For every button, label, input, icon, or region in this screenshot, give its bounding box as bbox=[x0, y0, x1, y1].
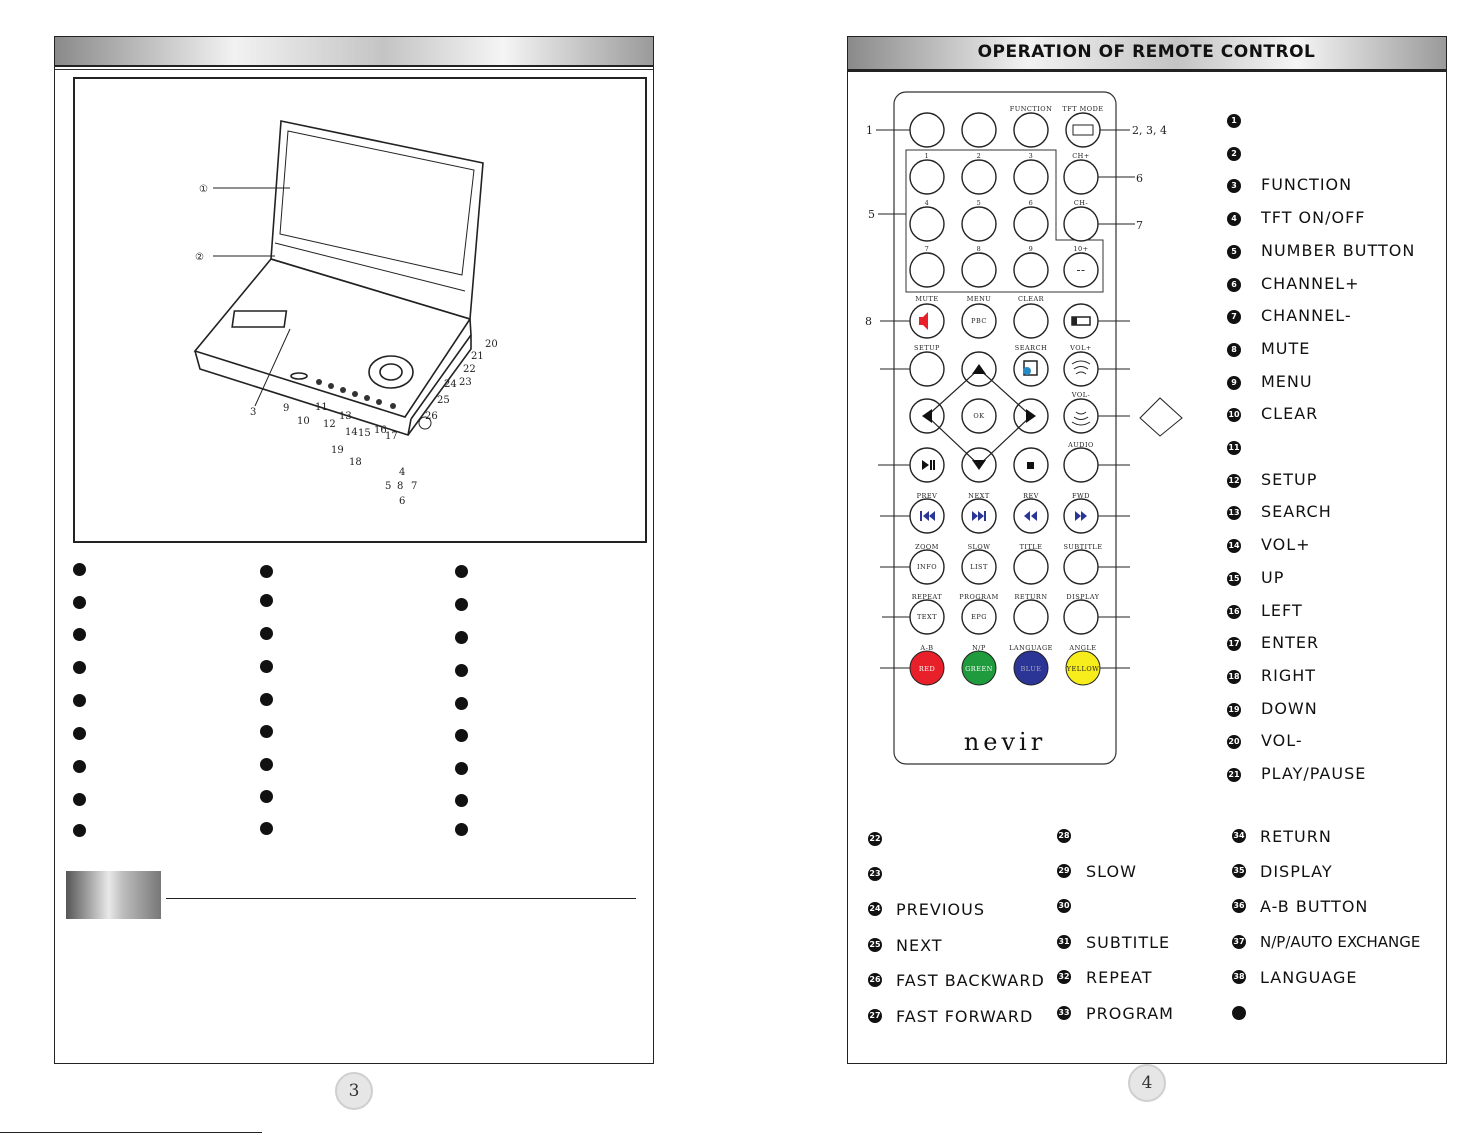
bullet bbox=[455, 794, 468, 807]
svg-text:24: 24 bbox=[444, 379, 457, 390]
legend-number-badge: 28 bbox=[1057, 829, 1071, 843]
bullet bbox=[73, 563, 86, 576]
svg-text:MUTE: MUTE bbox=[915, 295, 939, 303]
legend-number-badge: 10 bbox=[1227, 408, 1241, 422]
svg-text:SLOW: SLOW bbox=[967, 543, 991, 551]
legend-label: FAST BACKWARD bbox=[896, 971, 1045, 990]
legend-label: MENU bbox=[1261, 371, 1313, 391]
svg-text:7: 7 bbox=[411, 481, 418, 492]
legend-number-badge: 38 bbox=[1232, 970, 1246, 984]
svg-text:INFO: INFO bbox=[916, 563, 938, 571]
legend-number-badge: 15 bbox=[1227, 572, 1241, 586]
svg-text:SEARCH: SEARCH bbox=[1014, 344, 1048, 352]
bullet bbox=[260, 822, 273, 835]
legend-number-badge: 21 bbox=[1227, 768, 1241, 782]
svg-text:SUBTITLE: SUBTITLE bbox=[1063, 543, 1103, 551]
bullet bbox=[73, 793, 86, 806]
legend-number-badge: 33 bbox=[1057, 1006, 1071, 1020]
legend-label: CHANNEL- bbox=[1261, 306, 1352, 326]
legend-number-badge: 6 bbox=[1227, 278, 1241, 292]
legend-label: LEFT bbox=[1261, 600, 1303, 620]
legend-label: SETUP bbox=[1261, 469, 1318, 489]
legend-label: PLAY/PAUSE bbox=[1261, 764, 1367, 783]
svg-text:CLEAR: CLEAR bbox=[1017, 295, 1045, 303]
legend-label: RETURN bbox=[1260, 827, 1332, 846]
bullet bbox=[455, 697, 468, 710]
svg-text:VOL+: VOL+ bbox=[1070, 344, 1092, 352]
bullet bbox=[455, 598, 468, 611]
svg-text:LIST: LIST bbox=[970, 563, 988, 571]
svg-text:NEXT: NEXT bbox=[968, 492, 990, 500]
left-page-header-bar bbox=[55, 37, 653, 67]
portable-dvd-player-drawing bbox=[75, 79, 645, 541]
svg-text:4: 4 bbox=[924, 199, 930, 207]
legend-label: SUBTITLE bbox=[1086, 933, 1171, 952]
callout-remote-234: 2, 3, 4 bbox=[1132, 124, 1167, 137]
legend-number-badge: 18 bbox=[1227, 670, 1241, 684]
svg-text:15: 15 bbox=[358, 428, 371, 439]
bullet bbox=[455, 565, 468, 578]
svg-text:--: -- bbox=[1076, 263, 1086, 277]
legend-label: NUMBER BUTTON bbox=[1261, 240, 1416, 260]
svg-text:TITLE: TITLE bbox=[1019, 543, 1043, 551]
legend-number-badge: 26 bbox=[868, 973, 882, 987]
legend-number-badge: 37 bbox=[1232, 935, 1246, 949]
svg-text:CH-: CH- bbox=[1073, 199, 1089, 207]
callout-remote-8: 8 bbox=[865, 315, 872, 328]
left-page-header-underline bbox=[55, 69, 653, 70]
legend-number-badge: 30 bbox=[1057, 899, 1071, 913]
bullet bbox=[455, 762, 468, 775]
legend-number-badge: 14 bbox=[1227, 539, 1241, 553]
legend-number-badge: 17 bbox=[1227, 637, 1241, 651]
legend-number-badge: 36 bbox=[1232, 899, 1246, 913]
svg-text:EPG: EPG bbox=[971, 613, 987, 621]
label-tft-mode: TFT MODE bbox=[1062, 105, 1104, 113]
bullet bbox=[260, 758, 273, 771]
svg-text:DISPLAY: DISPLAY bbox=[1066, 593, 1100, 601]
legend-label: LANGUAGE bbox=[1260, 968, 1358, 987]
legend-label: SEARCH bbox=[1261, 502, 1332, 522]
legend-label: NEXT bbox=[896, 936, 943, 955]
legend-number-badge: 2 bbox=[1227, 147, 1241, 161]
svg-text:PREV: PREV bbox=[916, 492, 938, 500]
svg-text:17: 17 bbox=[385, 431, 398, 442]
section-gradient-block bbox=[66, 871, 161, 919]
svg-text:10+: 10+ bbox=[1073, 245, 1089, 253]
legend-label: PREVIOUS bbox=[896, 900, 985, 919]
legend-number-badge: 22 bbox=[868, 832, 882, 846]
legend-number-badge: 7 bbox=[1227, 310, 1241, 324]
svg-text:TEXT: TEXT bbox=[916, 613, 938, 621]
legend-label: MUTE bbox=[1261, 338, 1311, 358]
svg-text:FWD: FWD bbox=[1072, 492, 1090, 500]
svg-text:3: 3 bbox=[1028, 152, 1034, 160]
svg-text:18: 18 bbox=[349, 457, 362, 468]
legend-number-badge: 23 bbox=[868, 867, 882, 881]
legend-number-badge: 13 bbox=[1227, 506, 1241, 520]
svg-text:RETURN: RETURN bbox=[1014, 593, 1048, 601]
svg-text:REV: REV bbox=[1023, 492, 1039, 500]
legend-label: RIGHT bbox=[1261, 665, 1317, 685]
svg-text:23: 23 bbox=[459, 377, 472, 388]
bullet bbox=[73, 694, 86, 707]
legend-number-badge: 16 bbox=[1227, 605, 1241, 619]
legend-label: N/P/AUTO EXCHANGE bbox=[1260, 933, 1421, 951]
svg-text:25: 25 bbox=[437, 395, 450, 406]
legend-number-badge: 24 bbox=[868, 902, 882, 916]
callout-remote-6: 6 bbox=[1136, 172, 1143, 185]
brand-logo: nevir bbox=[963, 728, 1047, 756]
legend-number-badge: 35 bbox=[1232, 864, 1246, 878]
svg-text:12: 12 bbox=[323, 419, 336, 430]
page-number-right: 4 bbox=[1128, 1064, 1166, 1102]
legend-number-badge: 4 bbox=[1227, 212, 1241, 226]
legend-label: TFT ON/OFF bbox=[1261, 208, 1366, 228]
svg-text:A-B: A-B bbox=[920, 644, 934, 652]
svg-text:8: 8 bbox=[397, 481, 404, 492]
bullet bbox=[260, 627, 273, 640]
legend-number-badge: 27 bbox=[868, 1009, 882, 1023]
legend-number-badge: 19 bbox=[1227, 703, 1241, 717]
legend-number-badge: 34 bbox=[1232, 829, 1246, 843]
svg-text:8: 8 bbox=[976, 245, 982, 253]
bullet bbox=[260, 594, 273, 607]
legend-label: FUNCTION bbox=[1261, 175, 1353, 195]
svg-text:26: 26 bbox=[425, 411, 438, 422]
legend-number-badge: 8 bbox=[1227, 343, 1241, 357]
svg-text:16: 16 bbox=[374, 425, 387, 436]
bullet bbox=[455, 631, 468, 644]
callout-remote-7: 7 bbox=[1136, 219, 1143, 232]
callout-remote-1: 1 bbox=[866, 124, 873, 137]
bullet bbox=[260, 565, 273, 578]
bullet bbox=[455, 823, 468, 836]
legend-label: DISPLAY bbox=[1260, 862, 1333, 881]
bullet bbox=[260, 790, 273, 803]
svg-text:22: 22 bbox=[463, 364, 476, 375]
svg-text:20: 20 bbox=[485, 339, 498, 350]
legend-label: SLOW bbox=[1086, 862, 1137, 881]
svg-text:AUDIO: AUDIO bbox=[1068, 441, 1094, 449]
legend-label: DOWN bbox=[1261, 698, 1318, 718]
svg-text:1: 1 bbox=[924, 152, 930, 160]
svg-text:2: 2 bbox=[976, 152, 982, 160]
legend-number-badge: 20 bbox=[1227, 735, 1241, 749]
svg-text:REPEAT: REPEAT bbox=[911, 593, 943, 601]
svg-text:10: 10 bbox=[297, 416, 310, 427]
svg-text:3: 3 bbox=[250, 407, 257, 418]
callout-1: ① bbox=[199, 184, 208, 195]
bullet bbox=[73, 760, 86, 773]
label-function: FUNCTION bbox=[1009, 105, 1053, 113]
legend-label: REPEAT bbox=[1086, 968, 1153, 987]
bullet bbox=[260, 660, 273, 673]
svg-text:YELLOW: YELLOW bbox=[1066, 665, 1100, 673]
svg-text:ZOOM: ZOOM bbox=[915, 543, 939, 551]
svg-text:SETUP: SETUP bbox=[914, 344, 940, 352]
svg-text:PROGRAM: PROGRAM bbox=[959, 593, 999, 601]
svg-text:ANGLE: ANGLE bbox=[1069, 644, 1097, 652]
callout-2: ② bbox=[195, 252, 204, 263]
svg-text:PBC: PBC bbox=[971, 317, 987, 325]
svg-text:21: 21 bbox=[471, 351, 484, 362]
legend-label: CHANNEL+ bbox=[1261, 273, 1360, 293]
bullet bbox=[260, 693, 273, 706]
svg-text:5: 5 bbox=[976, 199, 982, 207]
page-number-left: 3 bbox=[335, 1072, 373, 1110]
legend-number-badge bbox=[1232, 1006, 1246, 1020]
svg-text:N/P: N/P bbox=[972, 644, 986, 652]
svg-text:LANGUAGE: LANGUAGE bbox=[1009, 644, 1053, 652]
legend-label: UP bbox=[1261, 567, 1285, 587]
svg-text:OK: OK bbox=[973, 412, 985, 420]
svg-text:5: 5 bbox=[385, 481, 392, 492]
page-title: OPERATION OF REMOTE CONTROL bbox=[977, 42, 1316, 62]
legend-number-badge: 11 bbox=[1227, 441, 1241, 455]
legend-label: VOL+ bbox=[1261, 535, 1311, 555]
svg-text:11: 11 bbox=[315, 402, 328, 413]
svg-text:4: 4 bbox=[399, 467, 406, 478]
legend-number-badge: 32 bbox=[1057, 970, 1071, 984]
svg-text:9: 9 bbox=[283, 403, 290, 414]
legend-label: A-B BUTTON bbox=[1260, 897, 1369, 916]
svg-text:13: 13 bbox=[339, 411, 352, 422]
legend-number-badge: 25 bbox=[868, 938, 882, 952]
svg-text:6: 6 bbox=[399, 496, 406, 507]
svg-text:7: 7 bbox=[924, 245, 930, 253]
svg-text:CH+: CH+ bbox=[1072, 152, 1090, 160]
bottom-rule bbox=[0, 1132, 262, 1133]
legend-label: ENTER bbox=[1261, 633, 1320, 653]
legend-number-badge: 12 bbox=[1227, 474, 1241, 488]
svg-text:14: 14 bbox=[345, 427, 358, 438]
legend-label: VOL- bbox=[1261, 731, 1303, 751]
section-rule bbox=[166, 898, 636, 899]
bullet bbox=[73, 661, 86, 674]
svg-text:RED: RED bbox=[918, 665, 936, 673]
bullet bbox=[73, 727, 86, 740]
bullet bbox=[455, 729, 468, 742]
svg-text:VOL-: VOL- bbox=[1071, 391, 1091, 399]
svg-text:6: 6 bbox=[1028, 199, 1034, 207]
svg-text:19: 19 bbox=[331, 445, 344, 456]
legend-number-badge: 31 bbox=[1057, 935, 1071, 949]
bullet bbox=[73, 824, 86, 837]
legend-number-badge: 9 bbox=[1227, 376, 1241, 390]
bullet bbox=[73, 628, 86, 641]
bullet bbox=[260, 725, 273, 738]
legend-number-badge: 5 bbox=[1227, 245, 1241, 259]
svg-text:9: 9 bbox=[1028, 245, 1034, 253]
legend-number-badge: 29 bbox=[1057, 864, 1071, 878]
svg-text:MENU: MENU bbox=[966, 295, 992, 303]
bullet bbox=[455, 664, 468, 677]
legend-number-badge: 1 bbox=[1227, 114, 1241, 128]
callout-remote-5: 5 bbox=[868, 208, 875, 221]
bullet bbox=[73, 596, 86, 609]
svg-text:BLUE: BLUE bbox=[1020, 665, 1042, 673]
svg-text:GREEN: GREEN bbox=[965, 665, 993, 673]
player-diagram-frame bbox=[73, 77, 647, 543]
legend-number-badge: 3 bbox=[1227, 179, 1241, 193]
legend-label: FAST FORWARD bbox=[896, 1007, 1034, 1026]
legend-label: PROGRAM bbox=[1086, 1004, 1174, 1023]
remote-control-drawing bbox=[860, 90, 1190, 770]
legend-label: CLEAR bbox=[1261, 404, 1319, 424]
